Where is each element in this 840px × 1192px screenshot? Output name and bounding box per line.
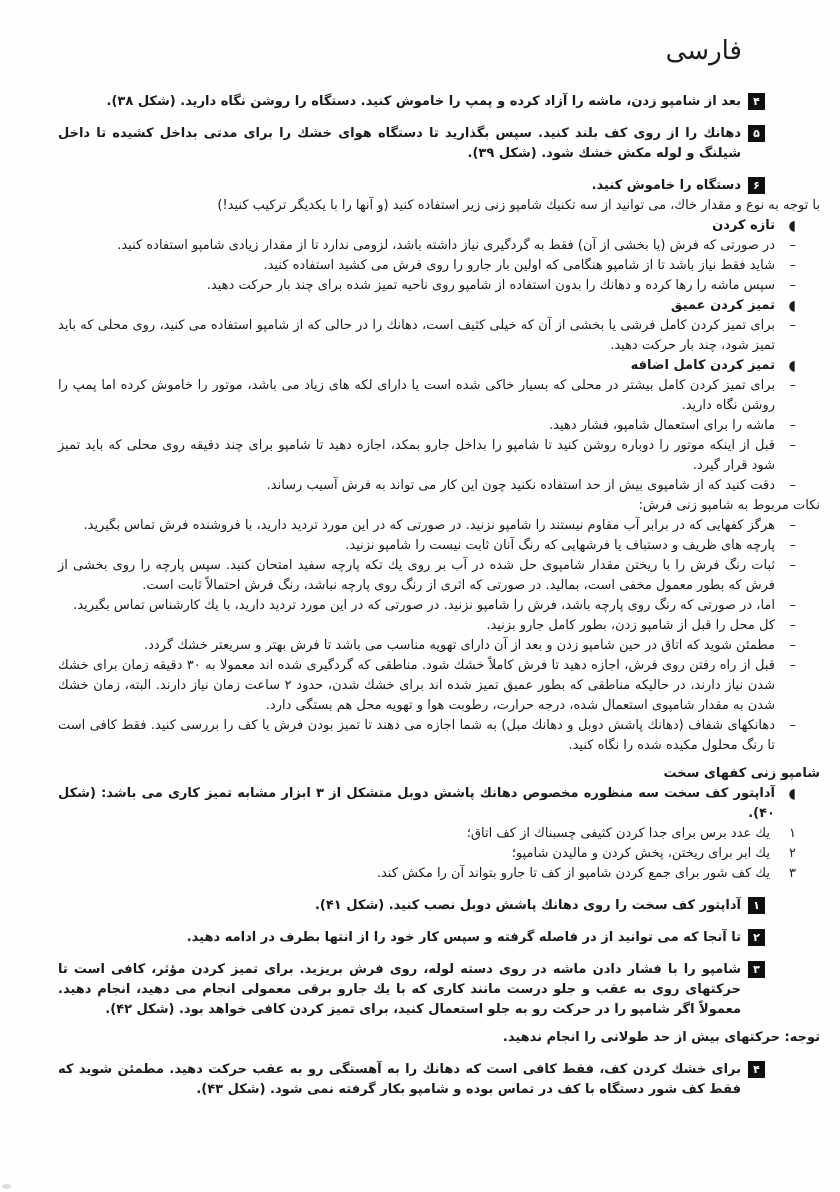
dash-item <box>58 416 820 436</box>
dash-text: دقت كنید كه از شامپوی بیش از حد استفاده نكنید چون این كار می تواند به فرش آسیب رساند. <box>266 478 775 493</box>
step-item <box>58 1060 820 1100</box>
section-heading: شامپو زنی كفهای سخت <box>663 766 820 781</box>
paragraph: نكات مربوط به شامپو زنی فرش: <box>638 498 820 513</box>
numbered-item-text: یك عدد برس برای جدا كردن كثیفی چسبناك از كف اتاق؛ <box>466 826 770 841</box>
dash-item <box>58 516 820 536</box>
dash-text: كل محل را قبل از شامپو زدن، بطور كامل جارو بزنید. <box>486 618 775 633</box>
numbered-item <box>58 864 820 884</box>
dash-item <box>58 236 820 256</box>
bullet-item <box>58 296 820 316</box>
dash-icon: – <box>789 658 796 673</box>
dash-item <box>58 316 820 356</box>
dash-icon: – <box>789 718 796 733</box>
step-number-badge: ۳ <box>748 961 765 978</box>
dash-text: برای تمیز كردن كامل فرشی یا بخشی از آن كه خیلی كثیف است، دهانك را در حالی كه از شامپو استفاده می كنید، روی محلی كه باید تمیز شود، چند بار حركت دهید. <box>58 318 775 353</box>
step-text: شامپو را با فشار دادن ماشه در روی دسته لوله، روی فرش بریزید. برای تمیز كردن مؤثر، كافی است تا حركتهای روی به عقب و جلو درست مانند كاری كه با یك جارو برقی معمولی انجام می دهید، انجام دهید. معمولاً اگر شامپو را در حركت رو به جلو استعمال كنید، برای تمیز كردن كافی خواهد بود. (شكل ۴۲). <box>58 962 741 1017</box>
paragraph: با توجه به نوع و مقدار خاك، می توانید از سه تكنیك شامپو زنی زیر استفاده كنید (و آنها را با یكدیگر تركیب كنید!) <box>217 198 820 213</box>
dash-text: سپس ماشه را رها كرده و دهانك را بدون استفاده از شامپو روی ناحیه تمیز شده برای چند بار حركت دهید. <box>206 278 775 293</box>
numbered-item-index: ۳ <box>789 866 796 881</box>
dash-item <box>58 276 820 296</box>
dash-item <box>58 476 820 496</box>
half-circle-bullet-icon: ◖ <box>788 218 796 234</box>
dash-icon: – <box>789 438 796 453</box>
dash-item <box>58 596 820 616</box>
step-number-badge: ۱ <box>748 897 765 914</box>
step-text: تا آنجا كه می توانید از در فاصله گرفته و سپس كار خود را از انتها بطرف در ادامه دهید. <box>186 930 741 945</box>
step-item <box>58 124 820 164</box>
numbered-item-index: ۱ <box>789 826 796 841</box>
dash-icon: – <box>789 318 796 333</box>
dash-icon: – <box>789 278 796 293</box>
dash-icon: – <box>789 258 796 273</box>
dash-icon: – <box>789 238 796 253</box>
dash-text: برای تمیز كردن كامل بیشتر در محلی كه بسیار خاكی شده است یا دارای لكه های زیاد می باشد، موتور را خاموش كرده اما پمپ را روشن نگاه دارید. <box>58 378 775 413</box>
dash-item <box>58 716 820 756</box>
step-text: دستگاه را خاموش كنید. <box>591 178 741 193</box>
content-blocks <box>58 92 820 1100</box>
dash-text: در صورتی كه فرش (یا بخشی از آن) فقط به گردگیری نیاز داشته باشد، لزومی ندارد تا از مقدار زیادی شامپو استفاده كنید. <box>117 238 775 253</box>
half-circle-bullet-icon: ◖ <box>788 358 796 374</box>
bullet-item <box>58 216 820 236</box>
bullet-item <box>58 784 820 824</box>
dash-item <box>58 376 820 416</box>
bullet-text: تمیز كردن كامل اضافه <box>630 358 775 373</box>
bullet-text: تازه كردن <box>712 218 775 233</box>
scan-artifact <box>2 1184 11 1189</box>
dash-text: پارچه های ظریف و دستباف یا فرشهایی كه رنگ آنان ثابت نیست را شامپو نزنید. <box>345 538 775 553</box>
step-text: دهانك را از روی كف بلند كنید. سپس بگذارید تا دستگاه هوای خشك را برای مدتی بداخل كشیده تا داخل شیلنگ و لوله مكش خشك شود. (شكل ۳۹). <box>58 126 741 161</box>
dash-item <box>58 536 820 556</box>
numbered-item <box>58 824 820 844</box>
step-number-badge: ۲ <box>748 929 765 946</box>
numbered-item-text: یك كف شور برای جمع كردن شامپو از كف تا جارو بتواند آن را مكش كند. <box>376 866 770 881</box>
step-item <box>58 896 820 916</box>
dash-icon: – <box>789 418 796 433</box>
dash-text: قبل از اینكه موتور را دوباره روشن كنید تا شامپو را بداخل جارو بمكد، اجازه دهید تا شامپو برای چند دقیقه روی محلی كه باید تمیز شود قرار گیرد. <box>58 438 775 473</box>
half-circle-bullet-icon: ◖ <box>788 298 796 314</box>
note-text: توجه: حركتهای بیش از حد طولانی را انجام ندهید. <box>502 1030 820 1045</box>
dash-icon: – <box>789 598 796 613</box>
dash-icon: – <box>789 558 796 573</box>
dash-icon: – <box>789 538 796 553</box>
dash-item <box>58 256 820 276</box>
step-number-badge: ۵ <box>748 125 765 142</box>
step-item <box>58 176 820 196</box>
dash-text: اما، در صورتی كه رنگ روی پارچه باشد، فرش را شامپو نزنید. در صورتی كه در این مورد تردید دارید، با یك كارشناس تماس بگیرید. <box>73 598 775 613</box>
dash-text: هرگز كفهایی كه در برابر آب مقاوم نیستند را شامپو نزنید. در صورتی كه در این مورد تردید دارید، با فروشنده فرش تماس بگیرید. <box>83 518 775 533</box>
bullet-text: تمیز كردن عمیق <box>670 298 775 313</box>
dash-icon: – <box>789 638 796 653</box>
numbered-item-index: ۲ <box>789 846 796 861</box>
step-item <box>58 92 820 112</box>
dash-icon: – <box>789 378 796 393</box>
dash-icon: – <box>789 518 796 533</box>
dash-text: قبل از راه رفتن روی فرش، اجازه دهید تا فرش كاملاً خشك شود. مناطقی كه گردگیری شده اند معمولا به ۳۰ دقیقه زمان برای خشك شدن نیاز دارند، در حالیكه مناطقی كه بطور عمیق تمیز شده اند برای خشك شدن، حدود ۲ ساعت زمان نیاز دارند. البته، زمان خشك شدن به مقدار شامپوی استعمال شده، درجه حرارت، رطوبت هوا و تهویه محل هم بستگی دارد. <box>58 658 775 713</box>
half-circle-bullet-icon: ◖ <box>788 786 796 802</box>
dash-item <box>58 556 820 596</box>
bullet-item <box>58 356 820 376</box>
dash-text: ماشه را برای استعمال شامپو، فشار دهید. <box>549 418 775 433</box>
numbered-item <box>58 844 820 864</box>
dash-text: مطمئن شوید كه اتاق در حین شامپو زدن و بعد از آن دارای تهویه مناسب می باشد تا فرش بهتر و سریعتر خشك گردد. <box>143 638 775 653</box>
dash-text: دهانكهای شفاف (دهانك پاشش دوبل و دهانك مبل) به شما اجازه می دهند تا تمیز بودن فرش یا كف را بررسی كنید. فقط كافی است تا رنگ محلول مكیده شده را نگاه كنید. <box>58 718 775 753</box>
dash-item <box>58 616 820 636</box>
dash-icon: – <box>789 478 796 493</box>
step-item <box>58 928 820 948</box>
step-text: بعد از شامپو زدن، ماشه را آزاد كرده و پمپ را خاموش كنید. دستگاه را روشن نگاه دارید. (شكل ۳۸). <box>106 94 741 109</box>
step-number-badge: ۶ <box>748 177 765 194</box>
dash-text: شاید فقط نیاز باشد تا از شامپو هنگامی كه اولین بار جارو را روی فرش می كشید استفاده كنید. <box>263 258 775 273</box>
dash-text: ثبات رنگ فرش را با ریختن مقدار شامپوی حل شده در آب بر روی یك تكه پارچه سفید امتحان كنید. سپس پارچه را روی بخشی از فرش كه بطور معمول مخفی است، بمالید. در صورتی كه اثری از رنگ روی پارچه نباشد، رنگ فرش احتمالاً ثابت است. <box>58 558 775 593</box>
step-number-badge: ۴ <box>748 93 765 110</box>
dash-item <box>58 656 820 716</box>
step-text: برای خشك كردن كف، فقط كافی است كه دهانك را به آهستگی رو به عقب حركت دهید. مطمئن شوید كه فقط كف شور دستگاه با كف در تماس بوده و شامپو بكار گرفته نمی شود. (شكل ۴۳). <box>58 1062 741 1097</box>
step-item <box>58 960 820 1020</box>
numbered-item-text: یك ابر برای ریختن، پخش كردن و مالیدن شامپو؛ <box>511 846 770 861</box>
dash-icon: – <box>789 618 796 633</box>
step-number-badge: ۴ <box>748 1061 765 1078</box>
dash-item <box>58 636 820 656</box>
step-text: آداپتور كف سخت را روی دهانك پاشش دوبل نصب كنید. (شكل ۴۱). <box>314 898 741 913</box>
bullet-text: آداپتور كف سخت سه منظوره مخصوص دهانك پاشش دوبل متشكل از ۳ ابزار مشابه تمیز كاری می باشد: (شكل ۴۰). <box>58 786 775 821</box>
dash-item <box>58 436 820 476</box>
page-title: فارسی <box>665 36 742 66</box>
